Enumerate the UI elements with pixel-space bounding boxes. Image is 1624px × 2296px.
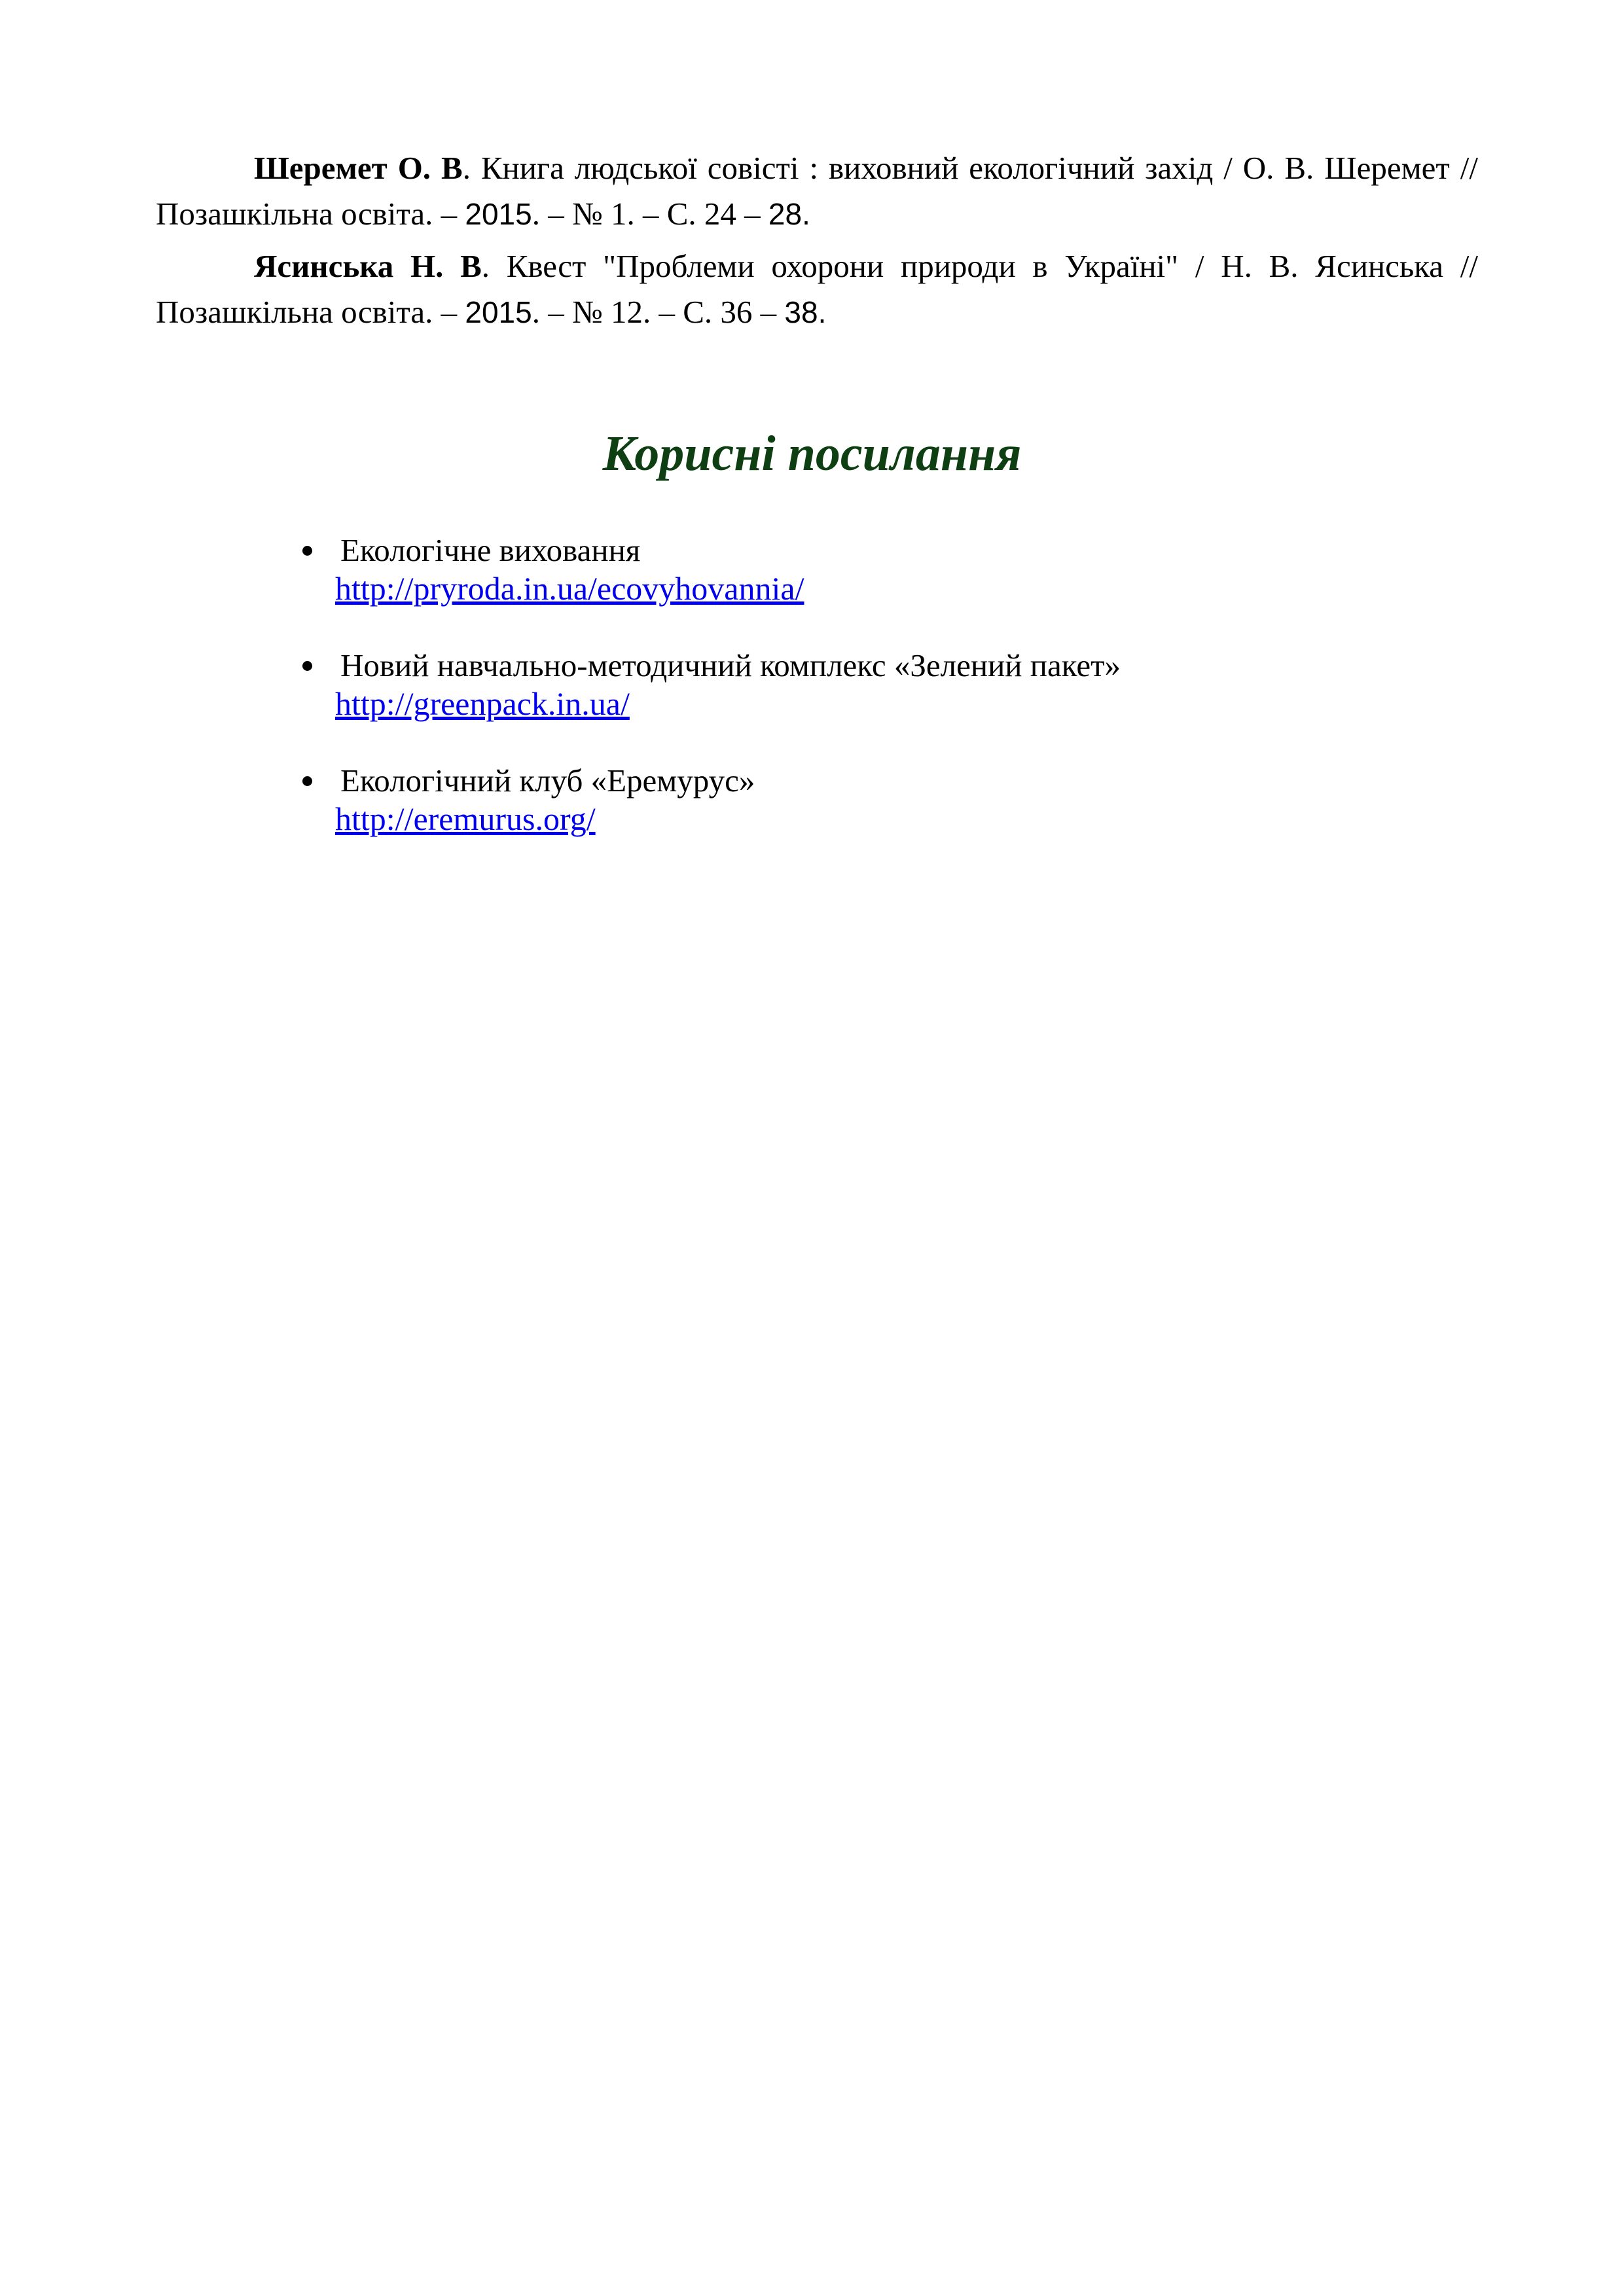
useful-links-list: [302, 531, 1415, 877]
link-url[interactable]: http://greenpack.in.ua/: [335, 685, 630, 722]
link-url[interactable]: http://pryroda.in.ua/ecovyhovannia/: [335, 570, 804, 607]
reference-author: Ясинська Н. В: [254, 248, 482, 284]
link-label: Екологічний клуб «Еремурус»: [340, 762, 755, 798]
bullet-icon: [302, 661, 312, 671]
references-list: [156, 145, 1478, 342]
reference-text: . – № 1. – С. 24 –: [532, 196, 768, 232]
link-label: Новий навчально-методичний комплекс «Зелений пакет»: [340, 647, 1121, 683]
reference-year: 2015: [465, 295, 532, 329]
reference-text: . – № 12. – С. 36 –: [532, 294, 785, 330]
reference-year: 2015: [465, 197, 532, 231]
reference-pages-end: 28.: [768, 197, 810, 231]
bullet-icon: [302, 776, 312, 786]
reference-text: . Квест "Проблеми охорони природи в Україні" / Н. В. Ясинська // Позашкільна освіта. –: [156, 248, 1479, 330]
reference-entry: [156, 145, 1478, 237]
reference-author: Шеремет О. В: [254, 150, 463, 186]
bullet-icon: [302, 546, 312, 556]
reference-pages-end: 38.: [784, 295, 827, 329]
list-item: [302, 762, 1415, 838]
reference-entry: [156, 243, 1478, 335]
link-label: Екологічне виховання: [340, 532, 641, 568]
section-heading: Корисні посилання: [602, 426, 1022, 481]
reference-text: . Книга людської совісті : виховний екологічний захід / О. В. Шеремет // Позашкільна освіта. –: [156, 150, 1478, 232]
link-url[interactable]: http://eremurus.org/: [335, 800, 596, 837]
list-item: [302, 647, 1415, 723]
list-item: [302, 531, 1415, 607]
